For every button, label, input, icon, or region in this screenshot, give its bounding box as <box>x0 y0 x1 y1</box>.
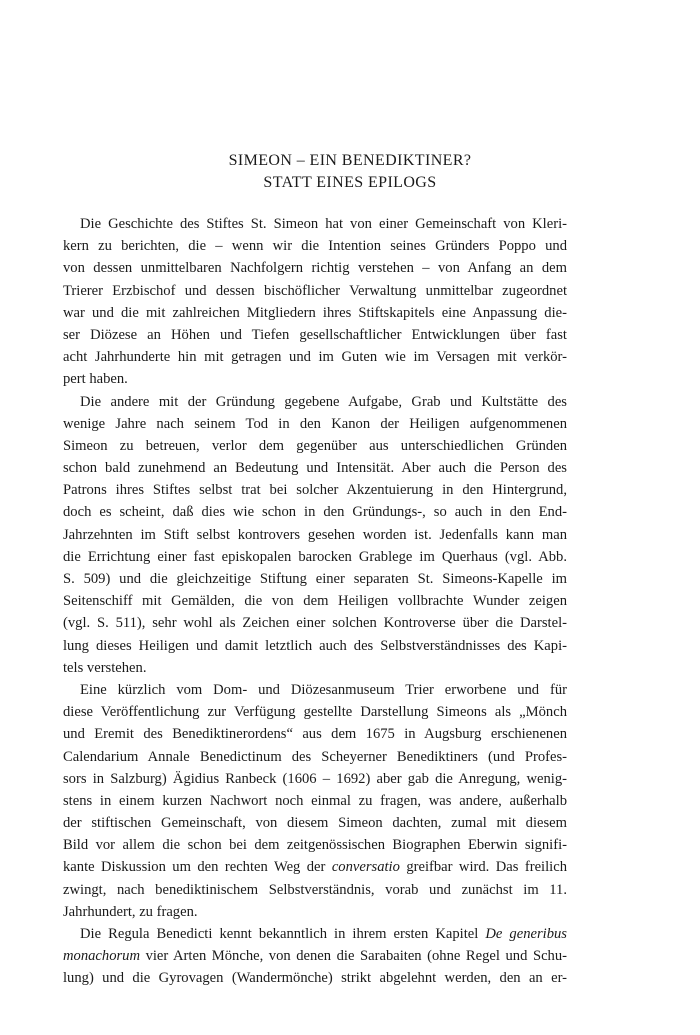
text-run: Die Regula Benedicti kennt bekanntlich in ihrem ersten Kapitel <box>80 926 486 942</box>
text-line <box>63 790 567 812</box>
text-line <box>63 524 567 546</box>
text-run: acht Jahrhunderte hin mit getragen und im Guten wie im Versagen mit verkör- <box>63 349 567 366</box>
text-run: Simeon zu betreuen, verlor dem gegenüber aus unterschiedlichen Gründen <box>63 437 567 454</box>
text-run: Patrons ihres Stiftes selbst trat bei solcher Akzentuierung in den Hintergrund, <box>63 482 567 499</box>
text-run: lung) und die Gyrovagen (Wandermönche) strikt abgelehnt werden, den an er- <box>63 970 567 987</box>
text-line <box>63 723 567 745</box>
text-line <box>63 346 567 368</box>
text-line <box>63 302 567 324</box>
text-run: und Eremit des Benediktinerordens“ aus dem 1675 in Augsburg erschienenen <box>63 726 567 743</box>
text-run: Jahrhundert, zu fragen. <box>63 903 198 920</box>
text-run: kante Diskussion um den rechten Weg der <box>63 859 332 876</box>
text-line <box>63 834 567 856</box>
text-line <box>63 901 567 923</box>
text-run: tels verstehen. <box>63 659 147 676</box>
text-line <box>63 945 567 967</box>
text-run: der stiftischen Gemeinschaft, von diesem Simeon dachten, zumal mit diesem <box>63 815 567 832</box>
text-run: S. 509) und die gleichzeitige Stiftung einer separaten St. Simeons-Kapelle im <box>63 571 567 587</box>
text-run: pert haben. <box>63 371 128 388</box>
italic-term: monachorum <box>63 948 141 965</box>
text-run: Eine kürzlich vom Dom- und Diözesanmuseum Trier erworbene und für <box>80 681 567 698</box>
text-run: greifbar wird. Das freilich <box>399 859 567 876</box>
text-line <box>63 812 567 834</box>
text-run: Die andere mit der Gründung gegebene Aufgabe, Grab und Kultstätte des <box>80 393 567 410</box>
text-line <box>63 635 567 657</box>
text-line <box>63 967 567 989</box>
chapter-heading <box>0 150 700 194</box>
text-run: (vgl. S. 511), sehr wohl als Zeichen einer solchen Kontroverse über die Darstel- <box>63 615 567 632</box>
text-line <box>63 280 567 302</box>
text-line <box>63 546 567 568</box>
text-run: Calendarium Annale Benedictinum des Scheyerner Benediktiners (und Profes- <box>63 748 567 765</box>
text-run: von dessen unmittelbaren Nachfolgern richtig verstehen – von Anfang an dem <box>63 260 567 277</box>
text-line <box>63 590 567 612</box>
text-line <box>63 391 567 413</box>
text-run: Die Geschichte des Stiftes St. Simeon hat von einer Gemeinschaft von Kleri- <box>80 216 567 232</box>
text-line <box>63 213 567 235</box>
text-line <box>63 923 567 945</box>
text-line <box>63 435 567 457</box>
chapter-subtitle: STATT EINES EPILOGS <box>263 174 437 191</box>
text-line <box>63 612 567 634</box>
text-line <box>63 479 567 501</box>
text-line <box>63 457 567 479</box>
text-run: sors in Salzburg) Ägidius Ranbeck (1606 – 1692) aber gab die Anregung, wenig- <box>63 770 567 787</box>
text-run: schon bald zunehmend an Bedeutung und Intensität. Aber auch die Person des <box>63 460 567 477</box>
text-run: vier Arten Mönche, von denen die Sarabaiten (ohne Regel und Schu- <box>140 948 567 965</box>
text-line <box>63 701 567 723</box>
text-run: doch es scheint, daß dies wie schon in den Gründungs-, so auch in den End- <box>63 504 567 521</box>
text-line <box>63 856 567 878</box>
text-line <box>63 501 567 523</box>
text-line <box>63 679 567 701</box>
text-line <box>63 235 567 257</box>
text-run: wenige Jahre nach seinem Tod in den Kanon der Heiligen aufgenommenen <box>63 415 567 432</box>
text-run: Jahrzehnten im Stift selbst kontrovers gesehen worden ist. Jedenfalls kann man <box>63 526 567 543</box>
text-run: zwingt, nach benediktinischem Selbstverständnis, vorab und zunächst im 11. <box>63 881 567 898</box>
text-run: diese Veröffentlichung zur Verfügung gestellte Darstellung Simeons als „Mönch <box>63 704 567 721</box>
italic-term: De generibus <box>485 926 567 942</box>
text-run: lung dieses Heiligen und damit letztlich auch des Selbstverständnisses des Kapi- <box>63 637 567 654</box>
text-run: Seitenschiff mit Gemälden, die von dem Heiligen vollbrachte Wunder zeigen <box>63 593 567 610</box>
text-run: stens in einem kurzen Nachwort noch einmal zu fragen, was andere, außerhalb <box>63 792 567 809</box>
text-run: war und die mit zahlreichen Mitgliedern ihres Stiftskapitels eine Anpassung die- <box>63 304 567 321</box>
text-run: Trierer Erzbischof und dessen bischöflicher Verwaltung unmittelbar zugeordnet <box>63 282 567 299</box>
chapter-title: SIMEON – EIN BENEDIKTINER? <box>228 152 472 169</box>
text-line <box>63 568 567 590</box>
text-line <box>63 657 567 679</box>
text-line <box>63 879 567 901</box>
text-line <box>63 324 567 346</box>
text-line <box>63 768 567 790</box>
text-run: ser Diözese an Höhen und Tiefen gesellschaftlicher Entwicklungen über fast <box>63 326 567 343</box>
italic-term: conversatio <box>331 859 400 876</box>
text-line <box>63 746 567 768</box>
body-text <box>63 213 567 990</box>
text-line <box>63 257 567 279</box>
text-run: die Errichtung einer fast episkopalen barocken Grablege im Querhaus (vgl. Abb. <box>63 548 567 565</box>
text-line <box>63 368 567 390</box>
text-run: Bild vor allem die schon bei dem zeitgenössischen Biographen Eberwin signifi- <box>63 837 567 854</box>
text-run: kern zu berichten, die – wenn wir die Intention seines Gründers Poppo und <box>63 238 567 255</box>
text-line <box>63 413 567 435</box>
